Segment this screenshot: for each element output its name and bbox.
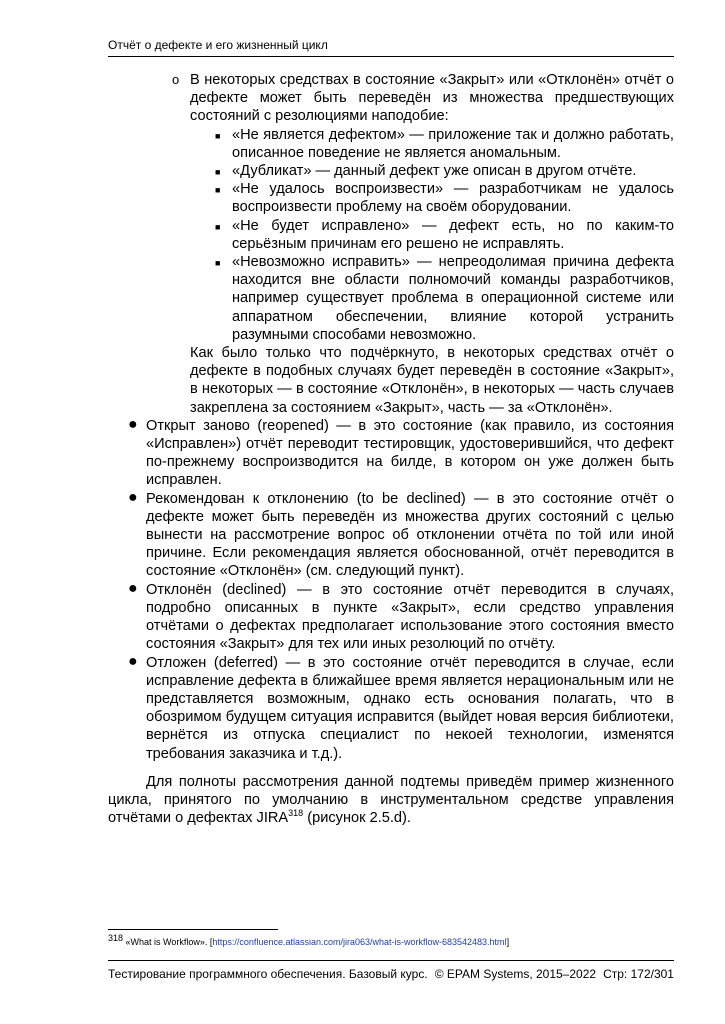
footnote-ref[interactable]: 318	[288, 808, 304, 819]
closing-text: Для полноты рассмотрения данной подтемы приведём пример жизненного цикла, принятого по умолчанию в инструментальном средстве управления отчётами о дефектах JIRA	[108, 773, 674, 827]
state-text: Рекомендован к отклонению (to be declined) — в это состояние отчёт о дефекте может быть переведён из множества других состояний с целью вынести на рассмотрение вопрос об отклонении отчёта по той или иной причине. Если рекомендация является обоснованной, отчёт переводится в состояние «Отклонён» (см. следующий пункт).	[146, 490, 674, 580]
square-bullet-icon: ■	[215, 221, 221, 232]
resolution-item	[108, 253, 674, 344]
resolution-text: «Не будет исправлено» — дефект есть, но по каким-то серьёзным причинам его решено не исправлять.	[232, 217, 674, 252]
state-item	[108, 581, 674, 654]
state-item	[108, 417, 674, 490]
square-bullet-icon: ■	[215, 167, 221, 178]
closing-text-end: (рисунок 2.5.d).	[303, 810, 411, 827]
state-item	[108, 654, 674, 763]
disc-bullet-icon: ●	[128, 415, 138, 433]
page-footer	[108, 960, 674, 981]
footnote-close: ]	[506, 937, 510, 947]
square-bullet-icon: ■	[215, 185, 221, 196]
list-item-continuation	[108, 344, 674, 417]
footnote-label: «What is Workflow». [	[125, 937, 213, 947]
footnote	[108, 933, 674, 948]
disc-bullet-icon: ●	[128, 579, 138, 597]
closing-paragraph	[108, 773, 674, 828]
list-item-text: В некоторых средствах в состояние «Закрыт» или «Отклонён» отчёт о дефекте может быть переведён из множества предшествующих состояний с резолюциями наподобие:	[190, 72, 674, 125]
disc-bullet-icon: ●	[128, 488, 138, 506]
continuation-text: Как было только что подчёркнуто, в некоторых средствах отчёт о дефекте в подобных случаях будет переведён в состояние «Закрыт», в некоторых — в состояние «Отклонён», в некоторых — часть случаев закреплена за состоянием «Закрыт», часть — за «Отклонён».	[190, 345, 674, 416]
circle-bullet-icon: o	[172, 72, 180, 87]
footnote-number: 318	[108, 933, 124, 943]
resolution-item	[108, 180, 674, 216]
resolution-text: «Дубликат» — данный дефект уже описан в другом отчёте.	[232, 163, 637, 180]
square-bullet-icon: ■	[215, 130, 221, 141]
resolution-text: «Не является дефектом» — приложение так и должно работать, описанное поведение не является аномальным.	[232, 126, 674, 161]
footer-page-number: Стр: 172/301	[603, 967, 674, 981]
resolution-item	[108, 217, 674, 253]
footer-copyright: © EPAM Systems, 2015–2022	[434, 967, 597, 981]
resolution-item	[108, 162, 674, 180]
page-body	[108, 71, 674, 827]
running-header	[108, 38, 674, 57]
footnote-divider	[108, 929, 278, 930]
resolution-text: «Невозможно исправить» — непреодолимая причина дефекта находится вне области полномочий команды разработчиков, например существует проблема в операционной системе или аппаратном обеспечении, влияние которой устранить разумными способами невозможно.	[232, 254, 674, 343]
footnote-link[interactable]: https://confluence.atlassian.com/jira063/what-is-workflow-683542483.html	[212, 937, 507, 947]
footer-course-title: Тестирование программного обеспечения. Базовый курс.	[108, 967, 428, 981]
state-text: Отложен (deferred) — в это состояние отчёт переводится в случае, если исправление дефекта в ближайшее время является нерациональным или не представляется возможным, однако есть основания полагать, что в обозримом будущем ситуация исправится (выйдет новая версия библиотеки, вернётся из отпуска специалист по некоей технологии, изменятся требования заказчика и т.д.).	[146, 654, 674, 762]
state-text: Открыт заново (reopened) — в это состояние (как правило, из состояния «Исправлен») отчёт переводит тестировщик, удостоверившийся, что дефект по-прежнему воспроизводится на билде, в котором он уже должен быть исправлен.	[146, 417, 674, 489]
list-item-level2	[108, 71, 674, 126]
square-bullet-icon: ■	[215, 258, 221, 269]
resolution-text: «Не удалось воспроизвести» — разработчикам не удалось воспроизвести проблему на своём оборудовании.	[232, 181, 674, 216]
state-text: Отклонён (declined) — в это состояние отчёт переводится в случаях, подробно описанных в пункте «Закрыт», если средство управления отчётами о дефектах предполагает использование этого состояния вместо состояния «Закрыт» для тех или иных резолюций по отчёту.	[146, 581, 674, 653]
disc-bullet-icon: ●	[128, 652, 138, 670]
resolution-item	[108, 126, 674, 162]
state-item	[108, 490, 674, 581]
header-title: Отчёт о дефекте и его жизненный цикл	[108, 38, 328, 52]
